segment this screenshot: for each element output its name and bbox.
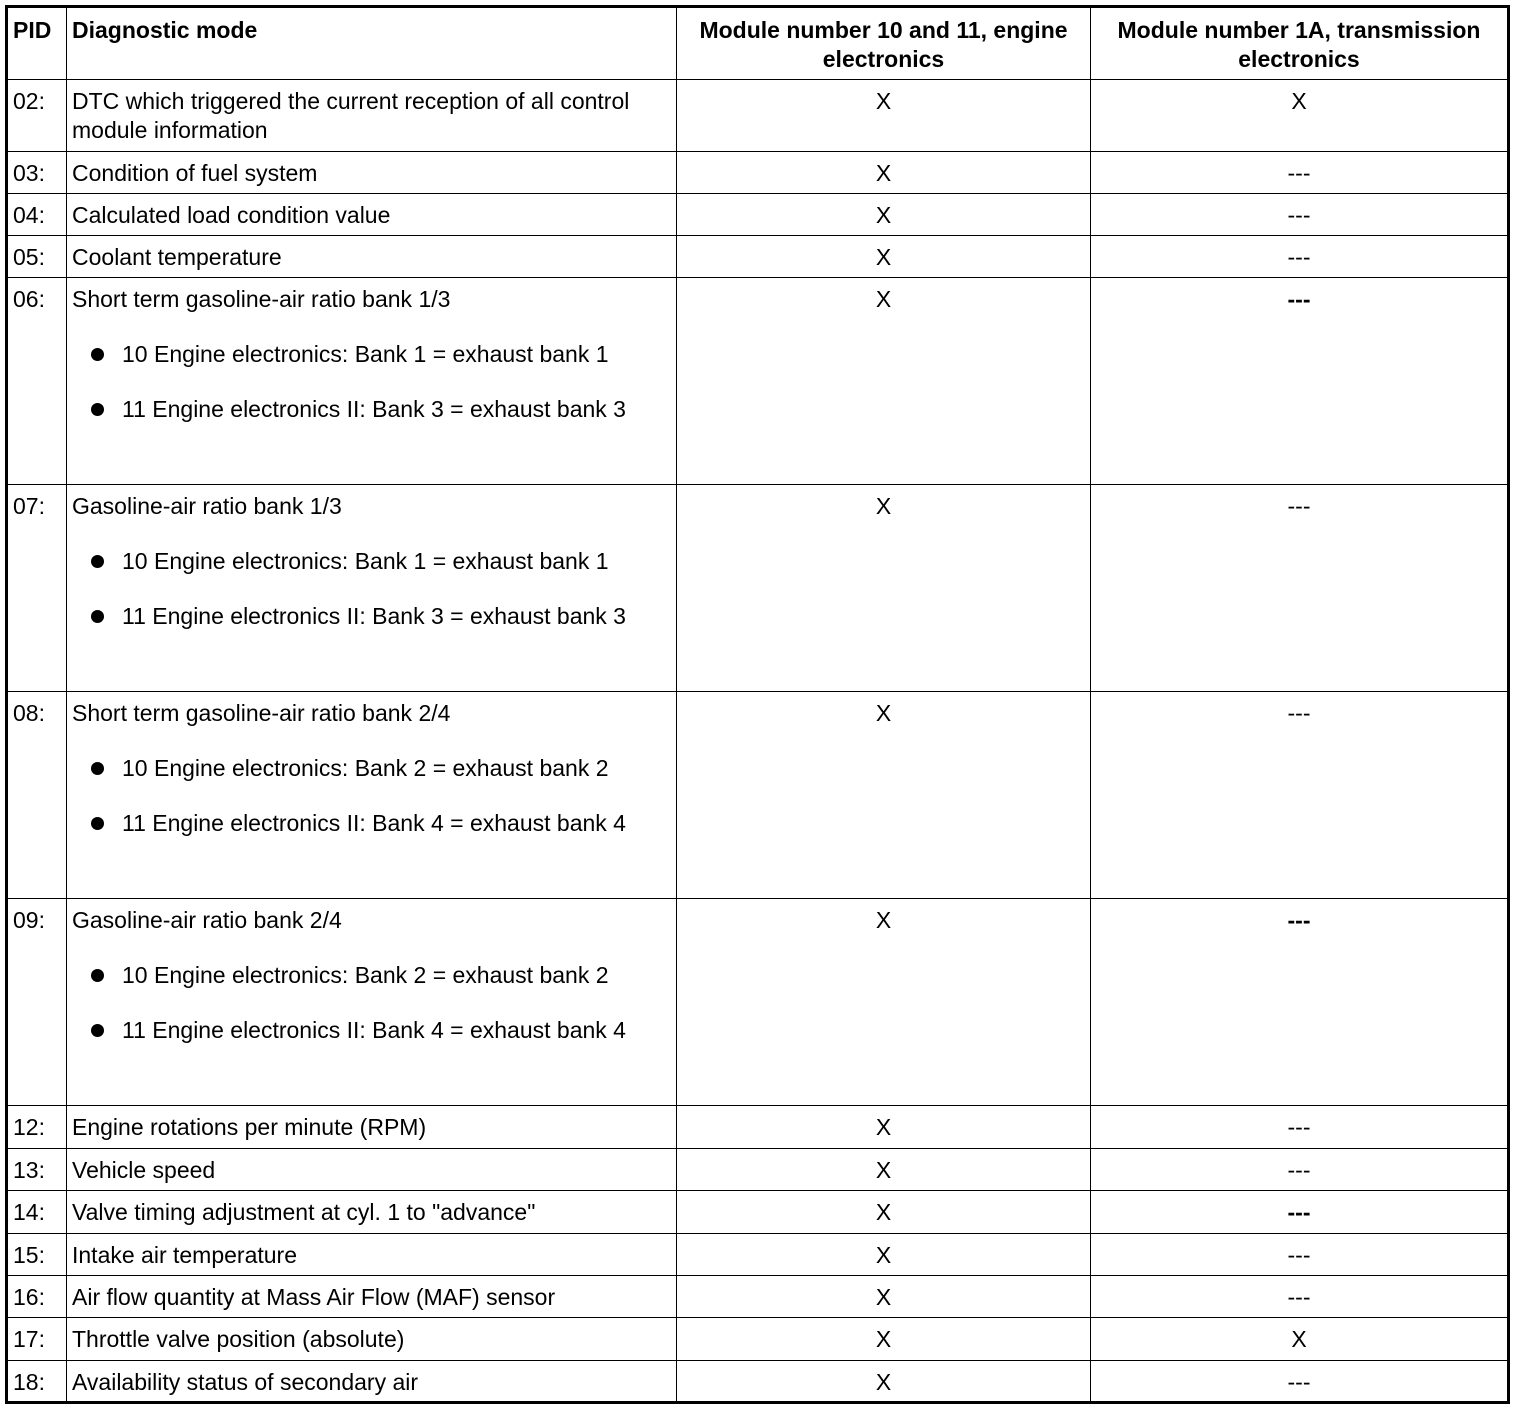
mode-title: Short term gasoline-air ratio bank 2/4: [72, 700, 451, 726]
header-engine-module: Module number 10 and 11, engine electronics: [677, 7, 1091, 80]
engine-cell: X: [677, 1276, 1091, 1318]
bank-item: 11 Engine electronics II: Bank 4 = exhaust bank 4: [72, 809, 671, 838]
pid-cell: 09:: [7, 899, 67, 1106]
pid-cell: 07:: [7, 485, 67, 692]
mode-cell: Engine rotations per minute (RPM): [67, 1106, 677, 1149]
table-row: [7, 1106, 1509, 1149]
table-row: [7, 236, 1509, 278]
pid-cell: 08:: [7, 692, 67, 899]
mode-cell: [67, 899, 677, 1106]
mode-cell: Intake air temperature: [67, 1234, 677, 1276]
mode-cell: [67, 278, 677, 485]
table-row: [7, 1361, 1509, 1403]
pid-cell: 14:: [7, 1191, 67, 1234]
table-row: [7, 485, 1509, 692]
pid-cell: 04:: [7, 194, 67, 236]
bank-list: [72, 340, 671, 424]
transmission-cell: ---: [1091, 236, 1509, 278]
pid-support-table: [5, 5, 1510, 1404]
transmission-cell: ---: [1091, 278, 1509, 485]
table-row: [7, 152, 1509, 194]
header-row: [7, 7, 1509, 80]
transmission-cell: ---: [1091, 152, 1509, 194]
table-row: [7, 1318, 1509, 1361]
mode-cell: [67, 692, 677, 899]
bank-item: 11 Engine electronics II: Bank 3 = exhaust bank 3: [72, 395, 671, 424]
mode-cell: Calculated load condition value: [67, 194, 677, 236]
engine-cell: X: [677, 1318, 1091, 1361]
engine-cell: X: [677, 1234, 1091, 1276]
transmission-cell: ---: [1091, 1234, 1509, 1276]
pid-cell: 15:: [7, 1234, 67, 1276]
engine-cell: X: [677, 236, 1091, 278]
pid-cell: 12:: [7, 1106, 67, 1149]
engine-cell: X: [677, 485, 1091, 692]
transmission-cell: ---: [1091, 194, 1509, 236]
table-row: [7, 1234, 1509, 1276]
transmission-cell: ---: [1091, 1106, 1509, 1149]
engine-cell: X: [677, 194, 1091, 236]
table-row: [7, 194, 1509, 236]
engine-cell: X: [677, 899, 1091, 1106]
header-transmission-module: Module number 1A, transmission electronics: [1091, 7, 1509, 80]
engine-cell: X: [677, 152, 1091, 194]
mode-cell: Condition of fuel system: [67, 152, 677, 194]
pid-cell: 13:: [7, 1149, 67, 1191]
engine-cell: X: [677, 1191, 1091, 1234]
transmission-cell: X: [1091, 80, 1509, 152]
bank-list: [72, 754, 671, 838]
transmission-cell: X: [1091, 1318, 1509, 1361]
mode-cell: Valve timing adjustment at cyl. 1 to "advance": [67, 1191, 677, 1234]
bank-item: 10 Engine electronics: Bank 1 = exhaust bank 1: [72, 340, 671, 369]
mode-cell: Throttle valve position (absolute): [67, 1318, 677, 1361]
engine-cell: X: [677, 1106, 1091, 1149]
header-diagnostic-mode: Diagnostic mode: [67, 7, 677, 80]
bank-item: 10 Engine electronics: Bank 2 = exhaust bank 2: [72, 961, 671, 990]
mode-title: Gasoline-air ratio bank 1/3: [72, 493, 342, 519]
mode-cell: Air flow quantity at Mass Air Flow (MAF) sensor: [67, 1276, 677, 1318]
transmission-cell: ---: [1091, 1361, 1509, 1403]
mode-cell: Coolant temperature: [67, 236, 677, 278]
header-pid: PID: [7, 7, 67, 80]
bank-list: [72, 547, 671, 631]
transmission-cell: ---: [1091, 485, 1509, 692]
pid-cell: 06:: [7, 278, 67, 485]
pid-cell: 17:: [7, 1318, 67, 1361]
bank-item: 10 Engine electronics: Bank 1 = exhaust bank 1: [72, 547, 671, 576]
pid-cell: 16:: [7, 1276, 67, 1318]
table-row: [7, 1276, 1509, 1318]
pid-cell: 18:: [7, 1361, 67, 1403]
bank-item: 10 Engine electronics: Bank 2 = exhaust bank 2: [72, 754, 671, 783]
pid-cell: 02:: [7, 80, 67, 152]
engine-cell: X: [677, 80, 1091, 152]
table-row: [7, 1191, 1509, 1234]
mode-cell: [67, 485, 677, 692]
table-row: [7, 80, 1509, 152]
mode-cell: Availability status of secondary air: [67, 1361, 677, 1403]
engine-cell: X: [677, 692, 1091, 899]
transmission-cell: ---: [1091, 1276, 1509, 1318]
table-row: [7, 692, 1509, 899]
bank-item: 11 Engine electronics II: Bank 3 = exhaust bank 3: [72, 602, 671, 631]
mode-title: Gasoline-air ratio bank 2/4: [72, 907, 342, 933]
transmission-cell: ---: [1091, 899, 1509, 1106]
transmission-cell: ---: [1091, 1149, 1509, 1191]
table-row: [7, 278, 1509, 485]
transmission-cell: ---: [1091, 692, 1509, 899]
pid-cell: 05:: [7, 236, 67, 278]
table-row: [7, 1149, 1509, 1191]
transmission-cell: ---: [1091, 1191, 1509, 1234]
bank-item: 11 Engine electronics II: Bank 4 = exhaust bank 4: [72, 1016, 671, 1045]
pid-cell: 03:: [7, 152, 67, 194]
engine-cell: X: [677, 1149, 1091, 1191]
bank-list: [72, 961, 671, 1045]
mode-cell: Vehicle speed: [67, 1149, 677, 1191]
table-row: [7, 899, 1509, 1106]
mode-cell: DTC which triggered the current reception of all control module information: [67, 80, 677, 152]
engine-cell: X: [677, 278, 1091, 485]
engine-cell: X: [677, 1361, 1091, 1403]
mode-title: Short term gasoline-air ratio bank 1/3: [72, 286, 451, 312]
